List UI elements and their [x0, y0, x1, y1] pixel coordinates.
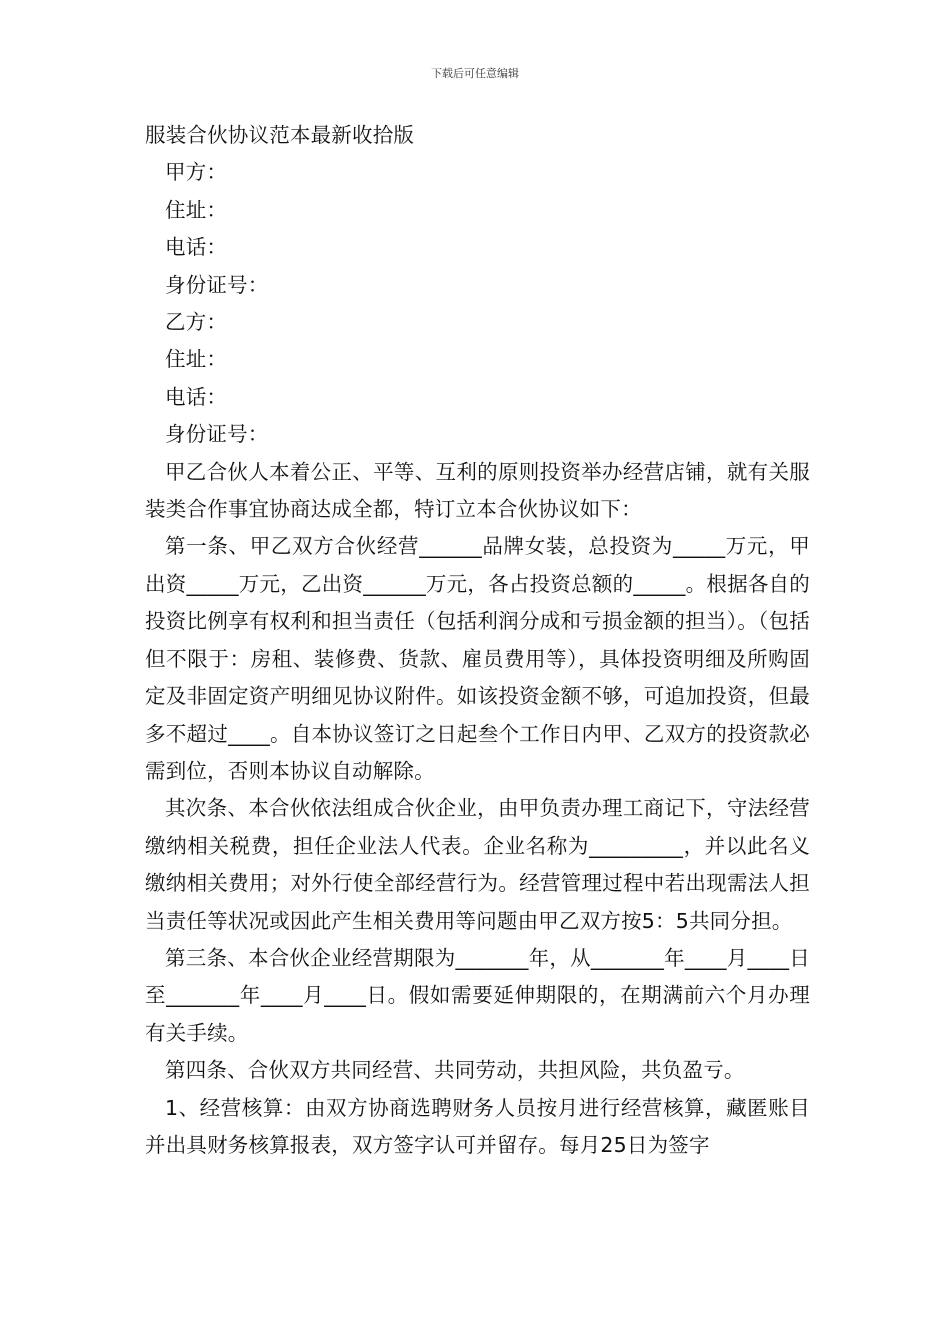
party-b-phone-label: 电话： — [165, 384, 228, 409]
document-title: 服装合伙协议范本最新收拾版 — [145, 123, 415, 147]
document-body — [145, 117, 810, 1164]
party-a-label: 甲方： — [165, 160, 228, 185]
party-a-id-label: 身份证号： — [165, 272, 269, 297]
party-b-address-label: 住址： — [165, 347, 228, 372]
party-b-id-label: 身份证号： — [165, 422, 269, 447]
article-3-paragraph: 第三条、本合伙企业经营期限为_______年，从_______年____月____日至_______年____月____日。假如需要延伸期限的，在期满前六个月办理有关手续。 — [145, 945, 810, 1045]
article-4-paragraph: 第四条、合伙双方共同经营、共同劳动，共担风险，共负盈亏。 — [165, 1058, 745, 1083]
preamble-paragraph: 甲乙合伙人本着公正、平等、互利的原则投资举办经营店铺，就有关服装类合作事宜协商达成全都，特订立本合伙协议如下： — [145, 459, 810, 522]
party-a-address-label: 住址： — [165, 197, 228, 222]
article-4-item-1-paragraph: 1、经营核算：由双方协商选聘财务人员按月进行经营核算，藏匿账目并出具财务核算报表，双方签字认可并留存。每月25日为签字 — [145, 1095, 810, 1157]
party-a-phone-label: 电话： — [165, 235, 228, 260]
article-2-paragraph: 其次条、本合伙依法组成合伙企业，由甲负责办理工商记下，守法经营缴纳相关税费，担任企业法人代表。企业名称为_________，并以此名义缴纳相关费用；对外行使全部经营行为。经营管理过程中若出现需法人担当责任等状况或因此产生相关费用等问题由甲乙双方按5：5共同分担。 — [145, 796, 810, 933]
header-note: 下载后可任意编辑 — [431, 67, 519, 80]
article-1-paragraph: 第一条、甲乙双方合伙经营______品牌女装，总投资为_____万元，甲出资_____万元，乙出资______万元，各占投资总额的_____。根据各自的投资比例享有权利和担当责任（包括利润分成和亏损金额的担当）。（包括但不限于：房租、装修费、货款、雇员费用等），具体投资明细及所购固定及非固定资产明细见协议附件。如该投资金额不够，可追加投资，但最多不超过____。自本协议签订之日起叁个工作日内甲、乙双方的投资款必需到位，否则本协议自动解除。 — [145, 534, 810, 783]
party-b-label: 乙方： — [165, 310, 228, 335]
